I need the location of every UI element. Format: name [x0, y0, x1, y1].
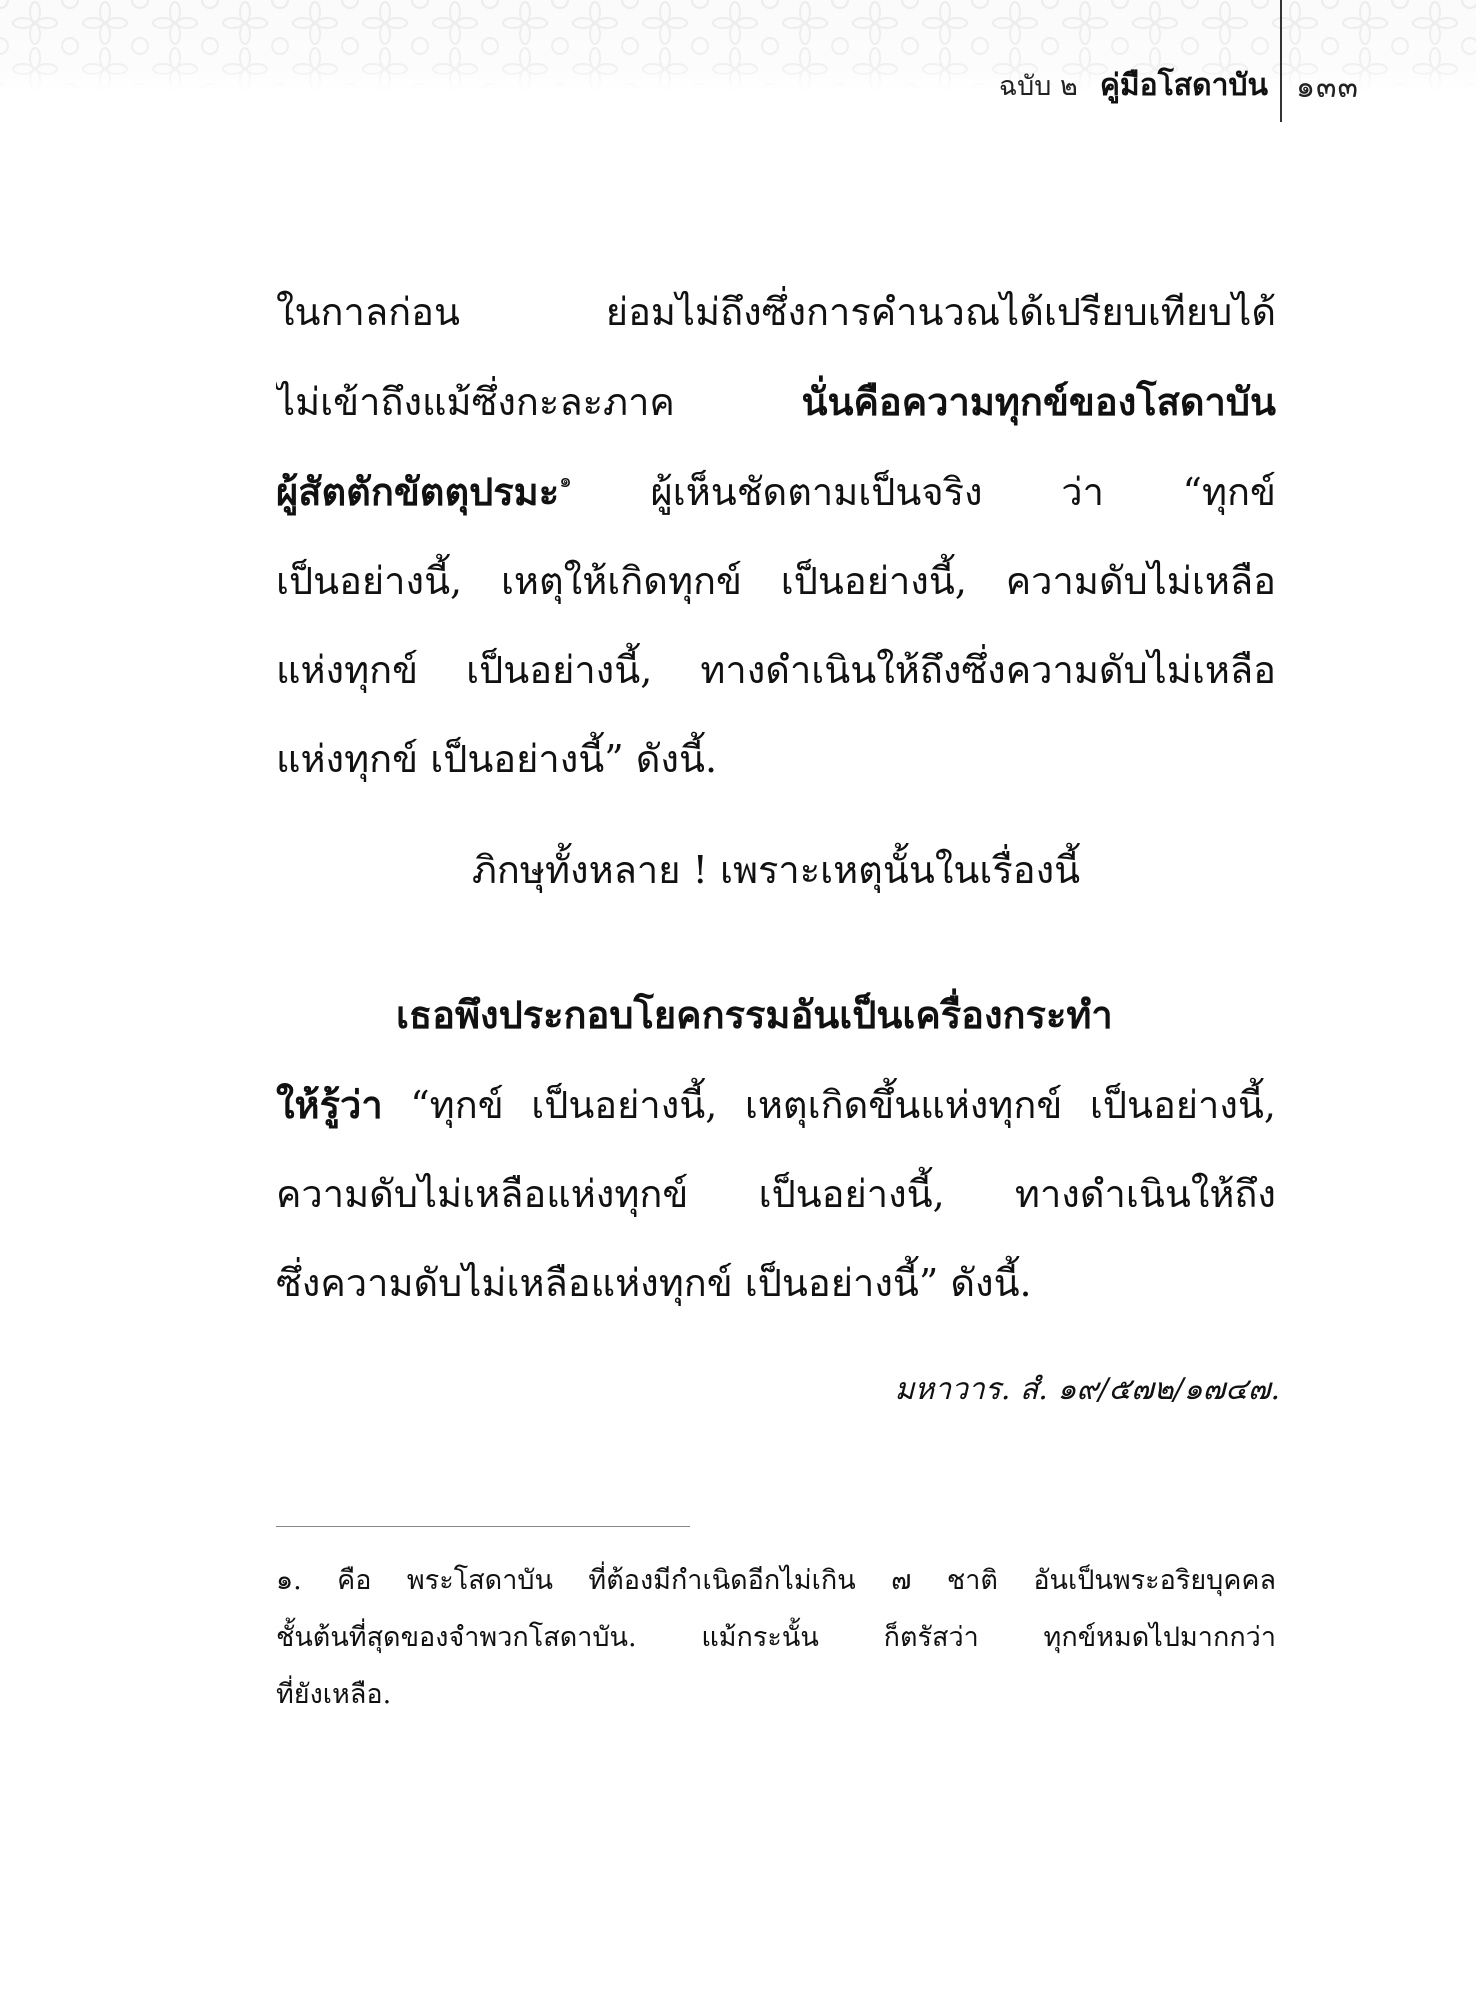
- footnote-divider: [276, 1526, 690, 1527]
- text-line: แห่งทุกข์ เป็นอย่างนี้, ทางดำเนินให้ถึงซึ่งความดับไม่เหลือ: [276, 648, 1276, 692]
- text-line: เป็นอย่างนี้, เหตุให้เกิดทุกข์ เป็นอย่างนี้, ความดับไม่เหลือ: [276, 559, 1276, 603]
- text-line: ในกาลก่อน ย่อมไม่ถึงซึ่งการคำนวณได้เปรียบเทียบได้: [276, 290, 1276, 334]
- text-span: “ทุกข์ เป็นอย่างนี้, เหตุเกิดขึ้นแห่งทุกข์ เป็นอย่างนี้,: [382, 1083, 1276, 1127]
- header-divider: [1280, 0, 1282, 122]
- text-span: ไม่เข้าถึงแม้ซึ่งกะละภาค: [276, 380, 802, 424]
- text-span: ผู้เห็นชัดตามเป็นจริง ว่า “ทุกข์: [571, 470, 1276, 514]
- exhortation-paragraph: [276, 970, 1276, 1328]
- footnote: [276, 1552, 1276, 1723]
- text-line: ซึ่งความดับไม่เหลือแห่งทุกข์ เป็นอย่างนี้” ดังนี้.: [276, 1261, 1032, 1305]
- text-line: แห่งทุกข์ เป็นอย่างนี้” ดังนี้.: [276, 737, 718, 781]
- edition-label: ฉบับ ๒: [998, 71, 1078, 102]
- page-number: ๑๓๓: [1296, 70, 1360, 105]
- bold-text: ให้รู้ว่า: [276, 1082, 383, 1127]
- address-line: ภิกษุทั้งหลาย ! เพราะเหตุนั้นในเรื่องนี้: [471, 848, 1081, 892]
- bold-text: เธอพึงประกอบโยคกรรมอันเป็นเครื่องกระทำ: [396, 992, 1113, 1037]
- footnote-line: ชั้นต้นที่สุดของจำพวกโสดาบัน. แม้กระนั้น ก็ตรัสว่า ทุกข์หมดไปมากกว่า: [276, 1622, 1276, 1653]
- main-paragraph: [276, 268, 1276, 804]
- bold-text: ผู้สัตตักขัตตุปรมะ: [276, 469, 560, 514]
- running-header: [999, 62, 1268, 112]
- bold-text: นั่นคือความทุกข์ของโสดาบัน: [801, 379, 1276, 424]
- footnote-reference: ๑: [559, 468, 572, 492]
- book-title: คู่มือโสดาบัน: [1099, 68, 1268, 103]
- text-line: [276, 447, 1276, 537]
- footnote-line: ๑. คือ พระโสดาบัน ที่ต้องมีกำเนิดอีกไม่เกิน ๗ ชาติ อันเป็นพระอริยบุคคล: [276, 1565, 1276, 1596]
- source-citation: มหาวาร. สํ. ๑๙/๕๗๒/๑๗๔๗.: [894, 1372, 1280, 1407]
- text-line: [276, 1060, 1276, 1150]
- text-line: [276, 357, 1276, 447]
- text-line: [276, 970, 1276, 1060]
- text-line: ความดับไม่เหลือแห่งทุกข์ เป็นอย่างนี้, ทางดำเนินให้ถึง: [276, 1172, 1276, 1216]
- footnote-line: ที่ยังเหลือ.: [276, 1679, 392, 1710]
